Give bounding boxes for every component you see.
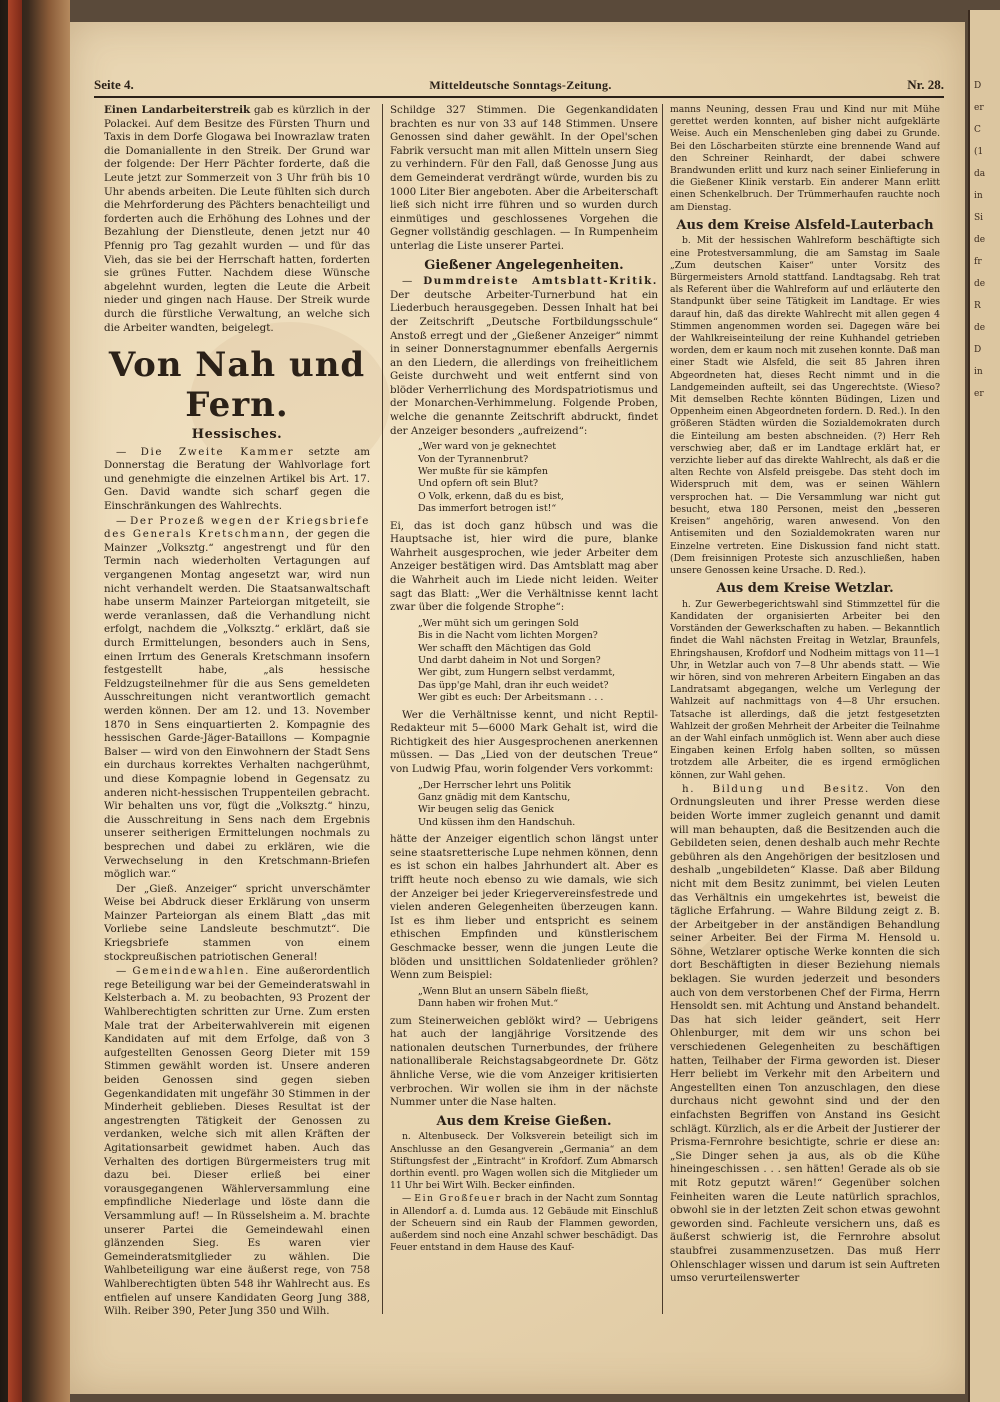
article-grossfeuer: — Ein Großfeuer brach in der Nacht zum Sonntag in Allendorf a. d. Lumda aus. 12 Gebäude mit Einschluß der Scheuern sind ein Raub der Flammen geworden, außerdem sind noch eine Anzahl schwer beschädigt. Das Feuer entstand in dem Hause des Kauf-: [390, 1193, 658, 1254]
fragment: Si: [974, 213, 984, 223]
subhead-alsfeld: Aus dem Kreise Alsfeld-Lauterbach: [676, 217, 934, 233]
spaced-head: Der Prozeß wegen der Kriegsbriefe des Generals Kretschmann,: [104, 514, 370, 541]
article-gewerbegericht: h. Zur Gewerbegerichtswahl sind Stimmzettel für die Kandidaten der organisierten Arbeiter bei den Vorständen der Gewerkschaften zu haben. — Bekanntlich findet die Wahl nächsten Freitag in Wetzlar, Braunfels, Ehringshausen, Krofdorf und Nodheim mittags von 11—1 Uhr, in Wetzlar auch von 7—8 Uhr abends statt. — Wie wir hören, sind von mehreren Arbeitern Eingaben an das Landratsamt abgegangen, welche um Verlegung der Wahlzeit auf nachmittags von 4—8 Uhr ersuchen. Tatsache ist allerdings, daß die jetzt festgesetzten Wahlzeit der großen Mehrheit der Arbeiter die Teilnahme an der Wahl einfach unmöglich ist. Wenn aber auch diese Eingaben keinen Erfolg haben sollten, so müssen trotzdem alle Arbeiter, die es irgend ermöglichen können, zur Wahl gehen.: [670, 598, 940, 781]
adjacent-page-edge: [968, 10, 1000, 1402]
article-continuation: manns Neuning, dessen Frau und Kind nur mit Mühe gerettet werden konnten, auf bisher nicht aufgeklärte Weise. Auch ein Menschenleben ging dabei zu Grunde. Bei den Löscharbeiten stürzte eine brennende Wand auf den Schreiner Reinhardt, der dabei schwere Brandwunden erlitt und kurz nach seiner Einlieferung in die Gießener Klinik verstarb. Ein anderer Mann erlitt einen Schenkelbruch. Der Trümmerhaufen rauchte noch am Dienstag.: [670, 104, 940, 213]
subhead-hessisches: Hessisches.: [191, 427, 283, 443]
paper-title: Mitteldeutsche Sonntags-Zeitung.: [429, 78, 612, 92]
poem-line: Das üpp'ge Mahl, dran ihr euch weidet?: [418, 679, 609, 691]
issue-number: Nr. 28.: [907, 77, 944, 92]
fragment: D: [974, 81, 982, 91]
poem-line: Ganz gnädig mit dem Kantschu,: [418, 792, 571, 804]
poem-line: Wir beugen selig das Genick: [418, 804, 554, 816]
spaced-head: Die Zweite Kammer: [140, 445, 295, 458]
article-text: Ei, das ist doch ganz hübsch und was die Hauptsache ist, hier wird die pure, blanke Wahrheit ausgesprochen, wie jeder Arbeiter dem Anzeiger bestätigen wird. Das Amtsblatt mag aber die Wahrheit auch im Liede nicht leiden. Weiter sagt das Blatt: „Wer die Verhältnisse kennt lacht zwar über die folgende Strophe“:: [390, 519, 658, 614]
poem-2: [418, 618, 658, 705]
article-text: gab es kürzlich in der Polackei. Auf dem Besitze des Fürsten Thurn und Taxis in dem Dorfe Glogawa bei Inowrazlaw traten die Domaniallente in den Streik. Der Grund war der folgende: Der Herr Pächter forderte, daß die Leute jetzt zur Sommerzeit von 3 Uhr früh bis 10 Uhr abends arbeiten. Die Leute fühlten sich durch die Mehrforderung des Pächters benachteiligt und forderten auch die Erhöhung des Lohnes und der Bezahlung der Dienstleute, denen jetzt nur 40 Pfennig pro Tag gezahlt wurden — und für das Vieh, das sie bei der Herrschaft hatten, forderten sie grünes Futter. Nachdem diese Wünsche abgelehnt wurden, legten die Leute die Arbeit nieder und gingen nach Hause. Der Streik wurde durch die fürstliche Verwaltung, an welche sich die Arbeiter wandten, beigelegt.: [104, 104, 370, 334]
column-3: [670, 104, 940, 1324]
fragment: er: [974, 103, 984, 113]
article-text: Von den Ordnungsleuten und ihrer Presse werden diese beiden Worte immer zugleich genannt und damit will man behaupten, daß die Besitzenden auch die Gebildeten seien, denen deshalb auch mehr Rechte gebühren als den Angehörigen der besitzlosen und deshalb „ungebildeten“ Klasse. Daß aber Bildung nicht mit dem Besitz zunimmt, bei vielen Leuten das Verhältnis ein umgekehrtes ist, beweist die tägliche Erfahrung. — Wahre Bildung zeigt z. B. der Arbeitgeber in der anständigen Behandlung seiner Arbeiter. Bei der Firma M. Hensold u. Söhne, Wetzlarer optische Werke konnten die sich dort Beschäftigten in dieser Beziehung niemals beklagen. Sie wurden jederzeit und besonders auch von dem verstorbenen Chef der Firma, Herrn Hensoldt sen. mit Achtung und Anstand behandelt. Das hat sich leider geändert, seit Herr Ohlenburger, mit dem wir uns schon bei verschiedenen Gelegenheiten zu beschäftigen hatten, Teilhaber der Firma geworden ist. Dieser Herr beliebt im Verkehr mit den Arbeitern und Angestellten einen Ton anzuschlagen, den diese durchaus nicht gewohnt sind und der den einfachsten Begriffen von Anstand ins Gesicht schlägt. Kürzlich, als er die Arbeit der Justierer der Prisma-Fernrohre besichtigte, schrie er diese an: „Sie Dinger sehen ja aus, als ob die Kühe hineingeschissen . . . sen hätten! Gerade als ob sie mit Rotz geputzt wären!“ Gegenüber solchen Feinheiten waren die Leute natürlich sprachlos, obwohl sie in der letzten Zeit schon etwas gewohnt geworden sind. Fachleute versichern uns, daß es äußerst schwierig ist, die Fernrohre absolut staubfrei zusammenzusetzen. Das muß Herr Ohlenschlager wissen und darum ist sein Auftreten umso verurteilenswerter: [670, 782, 940, 1285]
poem-1: [418, 441, 658, 515]
article-gemeindewahlen: — Gemeindewahlen. Eine außerordentlich rege Beteiligung war bei der Gemeinderatswahl in Kelsterbach a. M. zu beobachten, 93 Prozent der Wahlberechtigten schritten zur Urne. Zum ersten Male trat der Arbeiterwahlverein mit eigenen Kandidaten auf mit dem Erfolge, daß von 3 aufgestellten Genossen Georg Dieter mit 159 Stimmen gewählt worden ist. Unsere anderen beiden Genossen sind gegen sieben Gegenkandidaten mit ungefähr 30 Stimmen in der Minderheit geblieben. Dieses Resultat ist der angestrengten Tätigkeit der Genossen zu verdanken, welche sich mit allen Kräften der Agitationsarbeit gewidmet haben. Auch das Verhalten des dortigen Bürgermeisters trug mit dazu bei. Dieser erließ bei einer vorausgegangenen Wählerversammlung eine empfindliche Niederlage und löste dann die Versammlung auf! — In Rüsselsheim a. M. brachte unserer Partei die Gemeindewahl einen glänzenden Sieg. Es waren vier Gemeinderatsmitglieder zu wählen. Die Wahlbeteiligung war eine äußerst rege, von 758 Wahlberechtigten übten 548 ihr Wahlrecht aus. Es entfielen auf unsere Kandidaten Georg Jung 388, Wilh. Reiber 390, Peter Jung 350 und Wilh.: [104, 965, 370, 1318]
fragment: er: [974, 389, 984, 399]
fragment: in: [974, 367, 983, 377]
run-head: Einen Landarbeiterstreik: [104, 104, 251, 116]
subhead-giessener: Gießener Angelegenheiten.: [424, 257, 624, 273]
page-header: [94, 70, 944, 98]
article-amtsblatt: — Dummdreiste Amtsblatt-Kritik. Der deutsche Arbeiter-Turnerbund hat ein Liederbuch herausgegeben. Dessen Inhalt hat bei der Zeitschrift „Deutsche Fortbildungsschule“ Anstoß erregt und der „Gießener Anzeiger“ nimmt in seiner Donnerstagnummer ebenfalls Aergernis an den Liedern, die allerdings von freiheitlichem Geiste durchweht und weit entfernt sind von blöder Verherrlichung des Mordspatriotismus und der Monarchen-Verhimmelung. Folgende Proben, welche die genannte Zeitschrift abdruckt, findet der Anzeiger besonders „aufreizend“:: [390, 275, 658, 437]
fragment: C: [974, 125, 981, 135]
poem-line: Von der Tyrannenbrut?: [418, 453, 529, 465]
poem-line: „Wer ward von je geknechtet: [418, 441, 557, 453]
poem-line: Und küssen ihm den Handschuh.: [418, 816, 576, 828]
column-2: [390, 104, 658, 1329]
article-text: setzte am Donnerstag die Beratung der Wahlvorlage fort und genehmigte die einzelnen Artikel bis Art. 17. Gen. David wandte sich scharf gegen die Einschränkungen des Wahlrechts.: [104, 445, 370, 513]
fragment: fr: [974, 257, 982, 267]
poem-3: [418, 780, 658, 830]
book-binding: [0, 0, 70, 1402]
article-kriegsbriefe: — Der Prozeß wegen der Kriegsbriefe des Generals Kretschmann, der gegen die Mainzer „Volksztg.“ angestrengt und für den Termin nach wiederholten Vertagungen auf vergangenen Montag angesetzt war, wird nun nicht verhandelt werden. Die Staatsanwaltschaft habe unserm Mainzer Parteiorgan mitgeteilt, sie werde veranlassen, daß die Verhandlung nicht erfolgt, nachdem die „Volksztg.“ erklärt, daß sie durch Ermittelungen, besonders auch in Sens, einen Irrtum des Generals Kretschmann insofern festgestellt habe, „als hessische Feldzugsteilnehmer für die aus Sens gemeldeten Ausschreitungen nicht verantwortlich gemacht werden können. Der am 12. und 13. November 1870 in Sens einquartierten 2. Kompagnie des hessischen Garde-Jäger-Bataillons — Kompagnie Balser — wird von den Einwohnern der Stadt Sens ein durchaus korrektes Verhalten nachgerühmt, und diese Kompagnie lobend in Gegensatz zu anderen nicht-hessischen Truppenteilen gebracht. Wir behalten uns vor, fügt die „Volksztg.“ hinzu, die Ausschreitung in Sens nach dem Ergebnis unserer seitherigen Ermittelungen nochmals zu besprechen und dabei zu erklären, wie die Verwechselung in den Kretschmann-Briefen möglich war.“: [104, 514, 370, 881]
article-bildung-besitz: [670, 783, 940, 1286]
section-banner: Von Nah und Fern.: [108, 345, 366, 426]
fragment: de: [974, 279, 986, 289]
fragment: R: [974, 301, 981, 311]
article-altenbuseck: n. Altenbuseck. Der Volksverein beteiligt sich im Anschlusse an den Gesangverein „Germania“ an dem Stiftungsfest der „Eintracht“ in Krofdorf. Zum Abmarsch dorthin eventl. pro Wagen wollen sich die Mitglieder um 11 Uhr bei Wirt Wilh. Becker einfinden.: [390, 1131, 658, 1192]
subhead-kreis-giessen: Aus dem Kreise Gießen.: [436, 1113, 612, 1129]
column-1: [104, 104, 370, 1324]
poem-line: Dann haben wir frohen Mut.“: [418, 998, 559, 1010]
spaced-head: Ein Großfeuer: [414, 1193, 502, 1205]
spaced-head: Gemeindewahlen.: [132, 965, 251, 978]
poem-line: Das immerfort betrogen ist!“: [418, 503, 557, 515]
article-text: Der deutsche Arbeiter-Turnerbund hat ein Liederbuch herausgegeben. Dessen Inhalt hat bei der Zeitschrift „Deutsche Fortbildungsschule“ Anstoß erregt und der „Gießener Anzeiger“ nimmt in seiner Donnerstagnummer ebenfalls Aergernis an den Liedern, die allerdings von freiheitlichem Geiste durchweht und weit entfernt sind von blöder Verherrlichung des Mordspatriotismus und der Monarchen-Verhimmelung. Folgende Proben, welche die genannte Zeitschrift abdruckt, findet der Anzeiger besonders „aufreizend“:: [390, 288, 658, 437]
article-text: Wer die Verhältnisse kennt, und nicht Reptil-Redakteur mit 5—6000 Mark Gehalt ist, wird die Richtigkeit des hier Ausgesprochenen anerkennen müssen. — Das „Lied von der deutschen Treue“ von Ludwig Pfau, worin folgender Vers vorkommt:: [390, 708, 658, 776]
article-text: brach in der Nacht zum Sonntag in Allendorf a. d. Lumda aus. 12 Gebäude mit Einschluß der Scheuern sind ein Raub der Flammen geworden, außerdem sind noch eine Anzahl schwer beschädigt. Das Feuer entstand in dem Hause des Kauf-: [390, 1193, 658, 1254]
article-continuation: Schildge 327 Stimmen. Die Gegenkandidaten brachten es nur von 33 auf 148 Stimmen. Unsere Genossen sind daher gewählt. In der Opel'schen Fabrik versucht man mit allen Mitteln unsern Sieg zu verhindern. Für den Fall, daß Genosse Jung aus dem Gemeinderat verdrängt würde, wurden bis zu 1000 Liter Bier angeboten. Aber die Arbeiterschaft ließ sich nicht irre führen und so wurden durch einmütiges und geschlossenes Vorgehen die Gegner vollständig geschlagen. — In Rumpenheim unterlag die Liste unserer Partei.: [390, 104, 658, 252]
fragment: D: [974, 345, 982, 355]
page-label: Seite 4.: [94, 77, 134, 92]
column-rule: [662, 104, 663, 1314]
article-wahlreform: b. Mit der hessischen Wahlreform beschäftigte sich eine Protestversammlung, die am Samstag im Saale „Zum deutschen Kaiser“ unter Vorsitz des Bürgermeisters Arnold stattfand. Landtagsabg. Reh trat als Referent über die Wahlreform auf und erläuterte den Standpunkt über seine Tätigkeit im Landtage. Er wies darauf hin, daß das direkte Wahlrecht mit allen gegen 4 Stimmen angenommen worden sei. Dagegen wäre bei der Wahlkreiseinteilung der reine Kuhhandel getrieben worden, dem er kaum noch mit zusehen konnte. Daß man einer Stadt wie Alsfeld, die seit 85 Jahren ihren Abgeordneten hat, dieses Recht nimmt und in die Landgemeinden aufteilt, sei das Ungerechtste. (Wieso? Mit demselben Rechte könnten Büdingen, Lizen und Oppenheim einen Abgeordneten fordern. D. Red.). In den größeren Städten würden die Sozialdemokraten durch die Einteilung am besten abschneiden. (?) Herr Reh verschwieg aber, daß er im Landtage erklärt hat, er verzichte lieber auf das direkte Wahlrecht, als daß er die alten Rechte von Alsfeld preisgebe. Das steht doch im Widerspruch mit dem, was er seinen Wählern versprochen hat. — Die Versammlung war nicht gut besucht, etwa 180 Personen, meist den „besseren Kreisen“ angehörig, waren anwesend. Von den Antisemiten und den Sozialdemokraten waren nur Einzelne vertreten. Eine Diskussion fand nicht statt. (Dem freisinnigen Proteste sich anzuschließen, haben unsere Genossen keine Ursache. D. Red.).: [670, 235, 940, 576]
poem-line: Wer gibt es euch: Der Arbeitsmann . . .: [418, 692, 604, 704]
fragment: (1: [974, 147, 984, 157]
subhead-wetzlar: Aus dem Kreise Wetzlar.: [716, 581, 894, 597]
fragment: da: [974, 169, 986, 179]
article-text: der gegen die Mainzer „Volksztg.“ angestrengt und für den Termin nach wiederholten Vertagungen auf vergangenen Montag angesetzt war, wird nun nicht verhandelt werden. Die Staatsanwaltschaft habe unserm Mainzer Parteiorgan mitgeteilt, sie werde veranlassen, daß die Verhandlung nicht erfolgt, nachdem die „Volksztg.“ erklärt, daß sie durch Ermittelungen, besonders auch in Sens, einen Irrtum des Generals Kretschmann insofern festgestellt habe, „als hessische Feldzugsteilnehmer für die aus Sens gemeldeten Ausschreitungen nicht verantwortlich gemacht werden können. Der am 12. und 13. November 1870 in Sens einquartierten 2. Kompagnie des hessischen Garde-Jäger-Bataillons — Kompagnie Balser — wird von den Einwohnern der Stadt Sens ein durchaus korrektes Verhalten nachgerühmt, und diese Kompagnie lobend in Gegensatz zu anderen nicht-hessischen Truppenteilen gebracht. Wir behalten uns vor, fügt die „Volksztg.“ hinzu, die Ausschreitung in Sens nach dem Ergebnis unserer seitherigen Ermittelungen nochmals zu besprechen und dabei zu erklären, wie die Verwechselung in den Kretschmann-Briefen möglich war.“: [104, 528, 370, 881]
poem-line: Und opfern oft sein Blut?: [418, 478, 539, 490]
poem-line: „Wenn Blut an unsern Säbeln fließt,: [418, 985, 589, 997]
poem-line: „Der Herrscher lehrt uns Politik: [418, 779, 571, 791]
fragment: de: [974, 323, 986, 333]
poem-line: Bis in die Nacht vom lichten Morgen?: [418, 630, 598, 642]
article-landarbeiterstreik: [104, 104, 370, 335]
article-text: hätte der Anzeiger eigentlich schon längst unter seine staatsretterische Lupe nehmen können, denn es ist schon ein halbes Jahrhundert alt. Aber es trifft heute noch ebenso zu wie damals, wie sich der Anzeiger bei jeder Kriegervereinsfestrede und vielen anderen Gelegenheiten überzeugen kann. Ist es ihm lieber und entspricht es seinem ethischen Empfinden und künstlerischem Geschmacke besser, wenn die jungen Leute die blöden und unsittlichen Soldatenlieder gröhlen? Wenn zum Beispiel:: [390, 833, 658, 982]
poem-line: Wer schafft den Mächtigen das Gold: [418, 642, 591, 654]
column-rule: [382, 104, 383, 1314]
poem-line: „Wer müht sich um geringen Sold: [418, 617, 579, 629]
poem-line: Wer gibt, zum Hungern selbst verdammt,: [418, 667, 616, 679]
article-zweite-kammer: — Die Zweite Kammer setzte am Donnerstag die Beratung der Wahlvorlage fort und genehmigte die einzelnen Artikel bis Art. 17. Gen. David wandte sich scharf gegen die Einschränkungen des Wahlrechts.: [104, 445, 370, 513]
spaced-head: h. Bildung und Besitz.: [682, 782, 870, 795]
poem-4: [418, 986, 658, 1011]
article-text: zum Steinerweichen geblökt wird? — Uebrigens hat auch der langjährige Vorsitzende des nationalen deutschen Turnerbundes, der frühere nationalliberale Reichstagsabgeordnete Dr. Götz ähnliche Verse, wie die vom Anzeiger kritisierten verbrochen. Wir wollen sie ihm in der nächste Nummer unter die Nase halten.: [390, 1014, 658, 1109]
fragment: in: [974, 191, 983, 201]
poem-line: Und darbt daheim in Not und Sorgen?: [418, 655, 601, 667]
article-giess-anzeiger: Der „Gieß. Anzeiger“ spricht unverschämter Weise bei Abdruck dieser Erklärung von unserm Mainzer Parteiorgan als einem Blatt „das mit Vorliebe seine Landsleute beschmutzt“. Die Kriegsbriefe stammen von einem stockpreußischen patriotischen General!: [104, 882, 370, 963]
poem-line: Wer mußte für sie kämpfen: [418, 466, 548, 478]
poem-line: O Volk, erkenn, daß du es bist,: [418, 490, 564, 502]
spaced-head: Dummdreiste Amtsblatt-Kritik.: [423, 275, 658, 288]
fragment: de: [974, 235, 986, 245]
article-text: Eine außerordentlich rege Beteiligung war bei der Gemeinderatswahl in Kelsterbach a. M. zu beobachten, 93 Prozent der Wahlberechtigten schritten zur Urne. Zum ersten Male trat der Arbeiterwahlverein mit eigenen Kandidaten auf mit dem Erfolge, daß von 3 aufgestellten Genossen Georg Dieter mit 159 Stimmen gewählt worden ist. Unsere anderen beiden Genossen sind gegen sieben Gegenkandidaten mit ungefähr 30 Stimmen in der Minderheit geblieben. Dieses Resultat ist der angestrengten Tätigkeit der Genossen zu verdanken, welche sich mit allen Kräften der Agitationsarbeit gewidmet haben. Auch das Verhalten des dortigen Bürgermeisters trug mit dazu bei. Dieser erließ bei einer vorausgegangenen Wählerversammlung eine empfindliche Niederlage und löste dann die Versammlung auf! — In Rüsselsheim a. M. brachte unserer Partei die Gemeindewahl einen glänzenden Sieg. Es waren vier Gemeinderatsmitglieder zu wählen. Die Wahlbeteiligung war eine äußerst rege, von 758 Wahlberechtigten übten 548 ihr Wahlrecht aus. Es entfielen auf unsere Kandidaten Georg Jung 388, Wilh. Reiber 390, Peter Jung 350 und Wilh.: [104, 965, 370, 1318]
